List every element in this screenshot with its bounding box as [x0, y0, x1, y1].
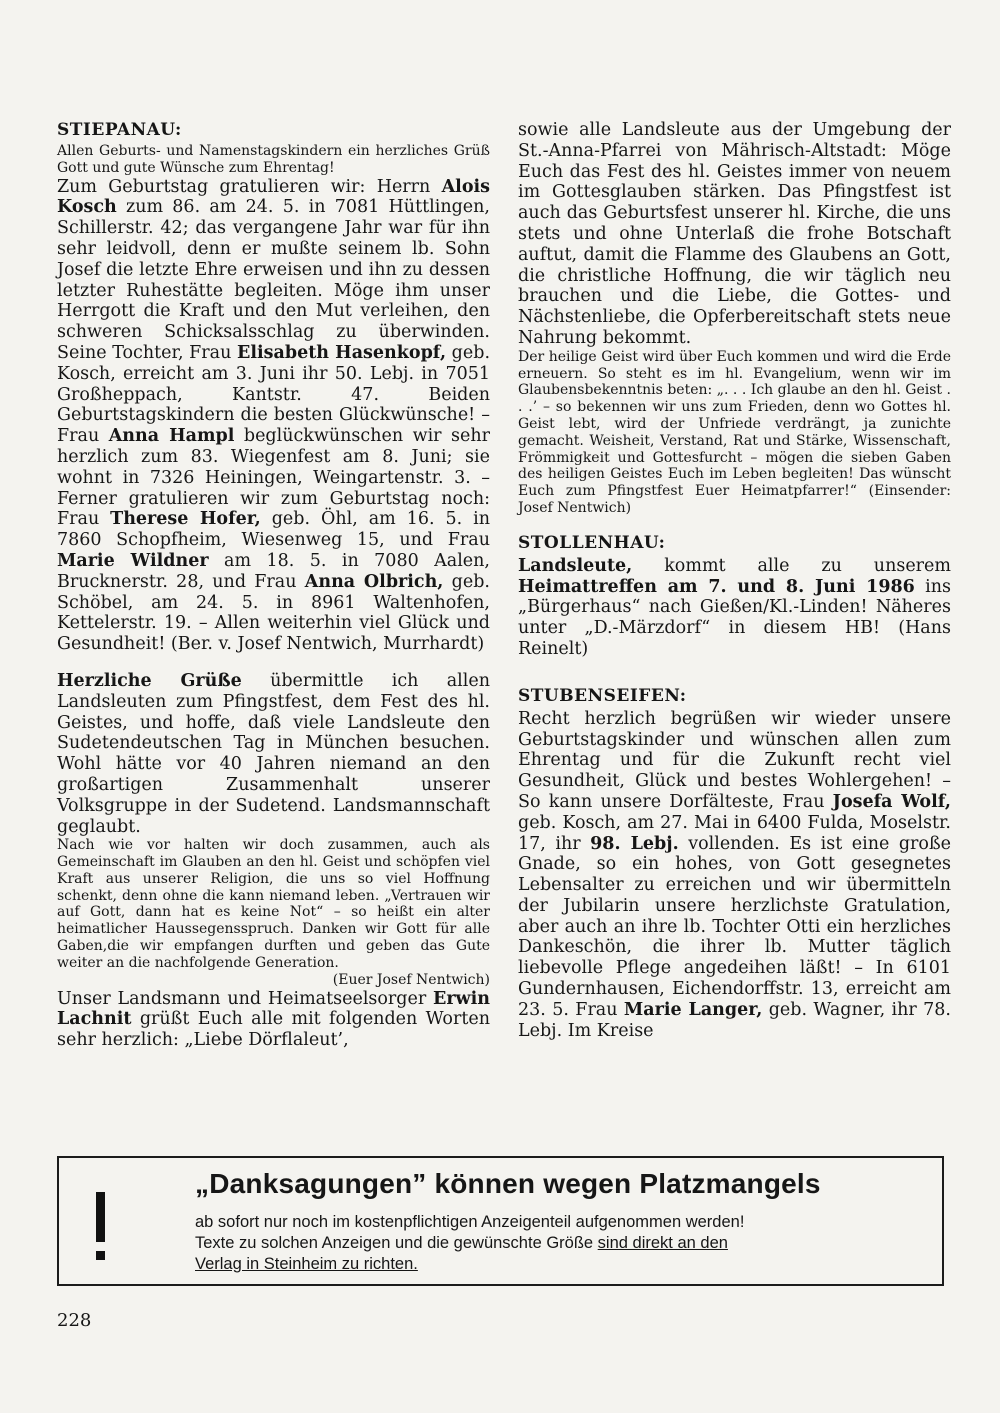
notice-body	[195, 1212, 915, 1275]
text: Texte zu solchen Anzeigen und die gewünschte Größe	[195, 1234, 598, 1252]
underlined-text: sind direkt an den	[597, 1234, 728, 1252]
person-name: Anna Olbrich,	[304, 571, 444, 592]
continued-paragraph: sowie alle Landsleute aus der Umgebung der St.-Anna-Pfarrei von Mährisch-Altstadt: Möge Euch das Fest des hl. Geistes immer von neuem im Gottesglauben stärken. Das Pfingstfest ist auch das Geburtsfest unserer hl. Kirche, die uns stets und ohne Unterlaß die frohe Botschaft auftut, damit die Flamme des Glaubens an Gott, die christliche Hoffnung, die wir täglich neu brauchen und die Liebe, die Gottes- und Nächstenliebe, die Opferbereitschaft stets neue Nahrung bekommt.	[518, 120, 951, 348]
text: geb. Wagner, ihr 78. Lebj. Im Kreise	[518, 999, 951, 1041]
text: geb. Schöbel, am 24. 5. in 8961 Waltenhofen, Kettelerstr. 19. – Allen weiterhin viel Glück und Gesundheit! (Ber. v. Josef Nentwich, Murrhardt)	[57, 571, 490, 655]
person-name: Alois Kosch	[57, 176, 490, 218]
person-name: Marie Langer,	[623, 999, 763, 1020]
person-name: Elisabeth Hasenkopf,	[237, 342, 447, 363]
text: geb. Öhl, am 16. 5. in 7860 Schopfheim, Wiesenweg 15, und Frau	[57, 509, 490, 551]
text: Zum Geburtstag gratulieren wir: Herrn	[57, 176, 442, 197]
holy-spirit-paragraph: Der heilige Geist wird über Euch kommen und wird die Erde erneuern. So steht es im hl. Evangelium, wenn wir im Glaubensbekenntnis beten: „. . . Ich glaube an den hl. Geist . . .’ – so bekennen wir uns zum Frieden, denn wo Gottes hl. Geist lebt, wird der Unfriede verdrängt, ja zunichte gemacht. Weisheit, Verstand, Rat und Stärke, Wissenschaft, Frömmigkeit und Gottesfurcht – mögen die sieben Gaben des heiligen Geistes Euch im Leben begleiten! Das wünscht Euch zum Pfingstfest Euer Heimatpfarrer!“ (Einsender: Josef Nentwich)	[518, 348, 951, 516]
notice-box	[57, 1156, 944, 1286]
text: am 18. 5. in 7080 Aalen, Brucknerstr. 28, und Frau	[57, 550, 490, 592]
notice-line: ab sofort nur noch im kostenpflichtigen Anzeigenteil aufgenommen werden!	[195, 1213, 745, 1231]
text: beglückwünschen wir sehr herzlich zum 83. Wiegenfest am 8. Juni; sie wohnt in 7326 Heiningen, Weingartenstr. 3. – Ferner gratulieren wir zum Geburtstag noch: Frau	[57, 426, 490, 530]
age: 98. Lebj.	[590, 833, 679, 854]
lachnit-paragraph	[57, 989, 490, 1051]
section-heading-stubenseifen: STUBENSEIFEN:	[518, 685, 687, 706]
text: grüßt Euch alle mit folgenden Worten sehr herzlich: „Liebe Dörflaleut’,	[57, 1009, 490, 1051]
stollenhau-paragraph	[518, 556, 951, 660]
text: Unser Landsmann und Heimatseelsorger	[57, 988, 433, 1009]
text: geb. Kosch, am 27. Mai in 6400 Fulda, Moselstr. 17, ihr	[518, 812, 951, 854]
notice-line	[195, 1254, 915, 1275]
stiepanau-intro: Allen Geburts- und Namenstagskindern ein herzliches Grüß Gott und gute Wünsche zum Ehrentag!	[57, 143, 490, 176]
greetings-paragraph	[57, 671, 490, 837]
text: ins „Bürgerhaus“ nach Gießen/Kl.-Linden! Näheres unter „D.-Märzdorf“ in diesem HB! (Hans Reinelt)	[518, 576, 951, 659]
exclamation-dot-icon	[96, 1251, 105, 1260]
person-name: Erwin Lachnit	[57, 988, 490, 1030]
text: übermittle ich allen Landsleuten zum Pfingstfest, dem Fest des hl. Geistes, und hoffe, daß viele Landsleute den Sudetendeutschen Tag in München besuchen. Wohl hätte vor 40 Jahren niemand an den großartigen Zusammenhalt unserer Volksgruppe in der Sudetend. Landsmannschaft geglaubt.	[57, 670, 490, 837]
person-name: Anna Hampl	[108, 426, 235, 447]
text: kommt alle zu unserem	[632, 555, 951, 576]
lead-word: Landsleute,	[518, 555, 633, 576]
right-column	[518, 120, 951, 1041]
underlined-text: Verlag in Steinheim zu richten.	[195, 1255, 418, 1273]
stiepanau-birthdays	[57, 177, 490, 655]
exclamation-icon	[96, 1192, 105, 1242]
signature: (Euer Josef Nentwich)	[332, 971, 490, 988]
notice-title: „Danksagungen” können wegen Platzmangels	[195, 1168, 821, 1199]
stubenseifen-paragraph	[518, 709, 951, 1042]
text: geb. Kosch, erreicht am 3. Juni ihr 50. Lebj. in 7051 Großheppach, Kantstr. 47. Beiden Geburtstagskindern die besten Glückwünsche! – Frau	[57, 342, 491, 447]
text: vollenden. Es ist eine große Gnade, so ein hohes, von Gott gesegnetes Lebensalter zu erreichen und wir übermitteln der Jubilarin unsere herzlichste Gratulation, aber auch an ihre lb. Tochter Otti ein herzliches Dankeschön, die ihrer lb. Mutter täglich liebevolle Pflege angedeihen läßt! – In 6101 Gundernhausen, Eichendorffstr. 13, erreicht am 23. 5. Frau	[518, 833, 951, 1020]
person-name: Josefa Wolf,	[832, 791, 951, 812]
greetings-lead: Herzliche Grüße	[57, 670, 242, 691]
section-heading-stiepanau: STIEPANAU:	[57, 120, 182, 140]
text: zum 86. am 24. 5. in 7081 Hüttlingen, Schillerstr. 42; das vergangene Jahr war für ihn sehr leidvoll, denn er mußte seinem lb. Sohn Josef die letzte Ehre erweisen und ihn zu dessen letzter Ruhestätte begleiten. Möge ihm unser Herrgott die Kraft und den Mut verleihen, den schweren Schicksalsschlag zu überwinden. Seine Tochter, Frau	[57, 197, 490, 363]
section-heading-stollenhau: STOLLENHAU:	[518, 532, 666, 553]
event-name: Heimattreffen am 7. und 8. Juni 1986	[518, 576, 915, 597]
person-name: Therese Hofer,	[110, 509, 261, 530]
greetings-small-paragraph: Nach wie vor halten wir doch zusammen, auch als Gemeinschaft im Glauben an den hl. Geist und schöpfen viel Kraft aus unserer Religion, die uns so viel Hoffnung schenkt, denn ohne die kann niemand leben. „Vertrauen wir auf Gott, dann hat es keine Not“ – so heißt ein alter heimatlicher Haussegensspruch. Danken wir Gott für alle Gaben,die wir empfangen durften und geben das Gute weiter an die nachfolgende Generation.	[57, 837, 490, 971]
person-name: Marie Wildner	[57, 550, 209, 571]
notice-line	[195, 1233, 915, 1254]
page-number: 228	[57, 1310, 92, 1331]
left-column	[57, 120, 490, 1051]
text: Recht herzlich begrüßen wir wieder unsere Geburtstagskinder und wünschen allen zum Ehrentag und für die Zukunft recht viel Gesundheit, Glück und bestes Wohlergehen! – So kann unsere Dorfälteste, Frau	[518, 708, 951, 812]
